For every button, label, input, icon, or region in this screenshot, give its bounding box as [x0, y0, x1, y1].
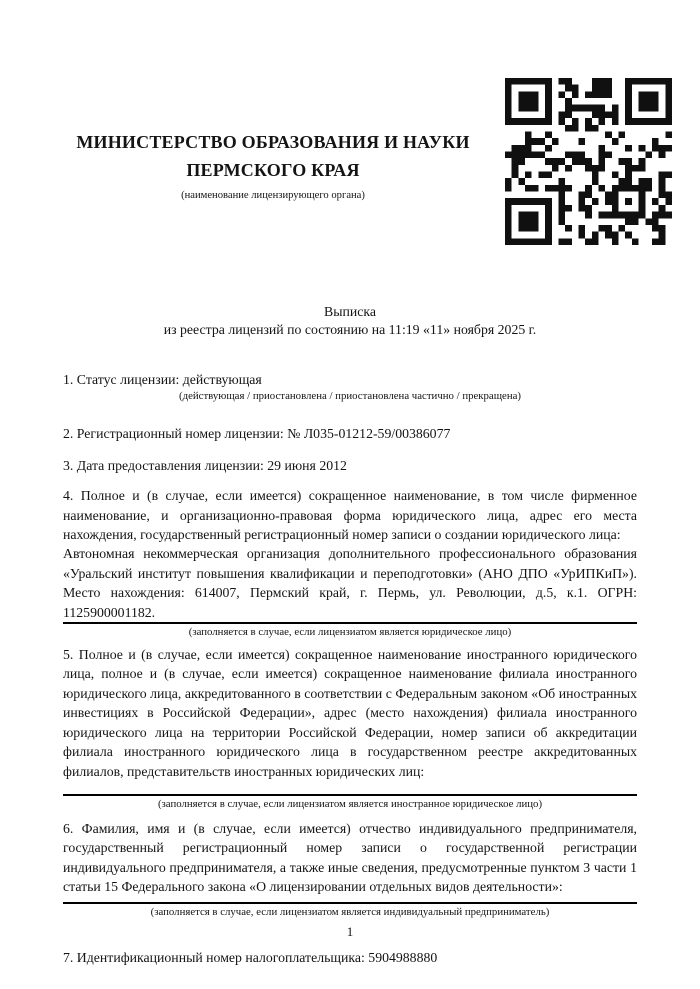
document-title-line2: из реестра лицензий по состоянию на 11:19 «11» ноября 2025 г.	[163, 321, 537, 337]
individual-entrepreneur-question: 6. Фамилия, имя и (в случае, если имеется) отчество индивидуального предпринимателя, государственный регистрационный номер записи о государственной регистрации индивидуального предпринимателя, а также иные сведения, предусмотренные пунктом 3 части 1 статьи 15 Федерального закона «О лицензировании отдельных видов деятельности»:	[63, 820, 637, 895]
licensing-authority-header	[50, 128, 496, 202]
ministry-caption: (наименование лицензирующего органа)	[181, 190, 365, 201]
license-status: 1. Статус лицензии: действующая	[63, 372, 262, 387]
page-number: 1	[346, 924, 354, 939]
foreign-entity-question: 5. Полное и (в случае, если имеется) сокращенное наименование иностранного юридического лица, полное и (в случае, если имеется) сокращенное наименование филиала иностранного юридического лица, аккредитованного в соответствии с Федеральным законом «Об иностранных инвестициях в Российской Федерации», адрес (место нахождения) филиала иностранного юридического лица на территории Российской Федерации, номер записи об аккредитации филиала иностранного юридического лица в государственном реестре аккредитованных филиалов, представительств иностранных юридических лиц:	[63, 647, 637, 779]
legal-entity-question: 4. Полное и (в случае, если имеется) сокращенное наименование, в том числе фирменное наименование, и организационно-правовая форма юридического лица, адрес его места нахождения, государственный регистрационный номер записи о создании юридического лица:	[63, 488, 637, 543]
legal-entity-fill-note: (заполняется в случае, если лицензиатом является юридическое лицо)	[63, 622, 637, 639]
ministry-name-line2: ПЕРМСКОГО КРАЯ	[186, 160, 360, 180]
ministry-name-line1: МИНИСТЕРСТВО ОБРАЗОВАНИЯ И НАУКИ	[76, 132, 470, 152]
foreign-entity-fill-note: (заполняется в случае, если лицензиатом является иностранное юридическое лицо)	[63, 794, 637, 811]
qr-code	[505, 78, 672, 245]
license-grant-date: 3. Дата предоставления лицензии: 29 июня 2012	[63, 457, 347, 473]
document-body	[63, 364, 637, 967]
document-title	[63, 303, 637, 338]
license-status-options-note: (действующая / приостановлена / приостановлена частично / прекращена)	[179, 390, 521, 403]
taxpayer-id: 7. Идентификационный номер налогоплательщика: 5904988880	[63, 949, 438, 965]
individual-entrepreneur-fill-note: (заполняется в случае, если лицензиатом является индивидуальный предприниматель)	[63, 902, 637, 919]
license-registration-number: 2. Регистрационный номер лицензии: № Л035-01212-59/00386077	[63, 426, 451, 442]
legal-entity-answer: Автономная некоммерческая организация дополнительного профессионального образования «Уральский институт повышения квалификации и переподготовки» (АНО ДПО «УрИПКиП»). Место нахождения: 614007, Пермский край, г. Пермь, ул. Революции, д.5, к.1. ОГРН: 1125900001182.	[63, 546, 637, 620]
document-title-line1: Выписка	[324, 304, 376, 319]
